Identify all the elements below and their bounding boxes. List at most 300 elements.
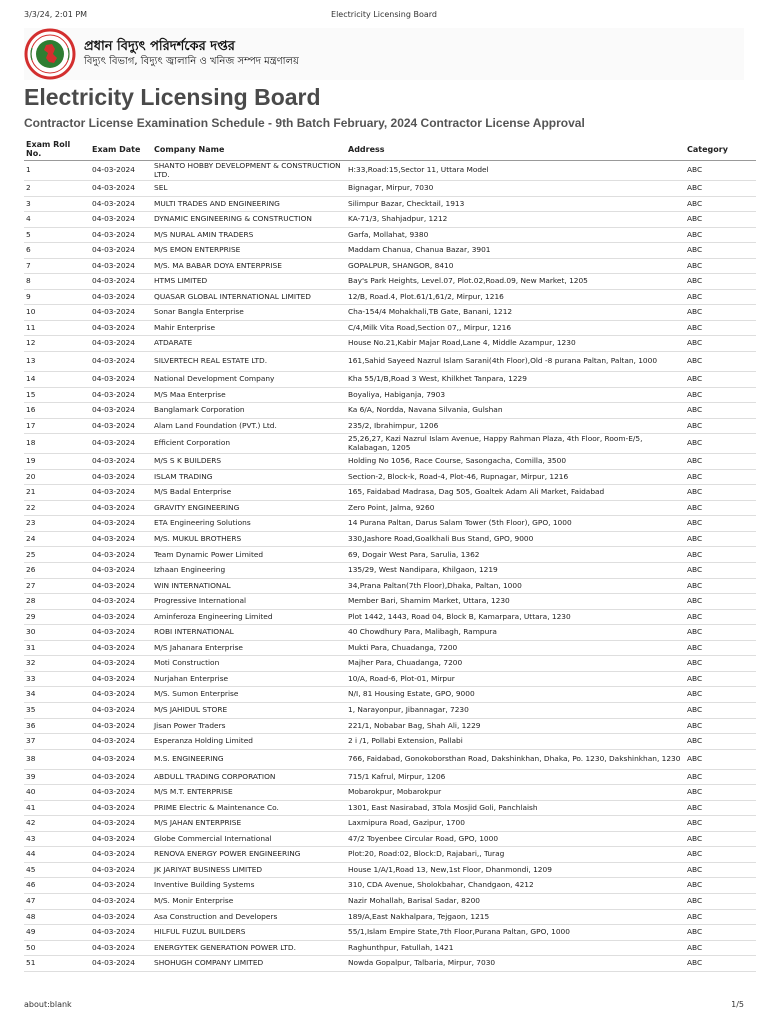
cell-category: ABC (685, 769, 756, 785)
cell-roll: 1 (24, 161, 90, 181)
cell-category: ABC (685, 500, 756, 516)
cell-category: ABC (685, 305, 756, 321)
cell-date: 04-03-2024 (90, 274, 152, 290)
cell-category: ABC (685, 640, 756, 656)
table-row (24, 485, 756, 501)
table-row (24, 181, 756, 197)
cell-company: QUASAR GLOBAL INTERNATIONAL LIMITED (152, 289, 346, 305)
cell-category: ABC (685, 702, 756, 718)
cell-date: 04-03-2024 (90, 734, 152, 750)
cell-category: ABC (685, 687, 756, 703)
cell-address: Bignagar, Mirpur, 7030 (346, 181, 685, 197)
cell-date: 04-03-2024 (90, 718, 152, 734)
table-row (24, 800, 756, 816)
cell-company: SEL (152, 181, 346, 197)
cell-address: Raghunthpur, Fatullah, 1421 (346, 940, 685, 956)
cell-address: House No.21,Kabir Majar Road,Lane 4, Middle Azampur, 1230 (346, 336, 685, 352)
exam-schedule-table (24, 138, 756, 972)
cell-company: Globe Commercial International (152, 831, 346, 847)
cell-roll: 16 (24, 403, 90, 419)
print-page-title: Electricity Licensing Board (331, 10, 437, 19)
cell-date: 04-03-2024 (90, 336, 152, 352)
cell-roll: 20 (24, 469, 90, 485)
print-url: about:blank (24, 1000, 72, 1009)
cell-roll: 8 (24, 274, 90, 290)
cell-address: KA-71/3, Shahjadpur, 1212 (346, 212, 685, 228)
cell-address: 1, Narayonpur, Jibannagar, 7230 (346, 702, 685, 718)
cell-date: 04-03-2024 (90, 161, 152, 181)
table-row (24, 161, 756, 181)
cell-category: ABC (685, 800, 756, 816)
cell-roll: 40 (24, 785, 90, 801)
cell-roll: 17 (24, 418, 90, 434)
cell-category: ABC (685, 734, 756, 750)
page-subtitle: Contractor License Examination Schedule - 9th Batch February, 2024 Contractor License Approval (24, 116, 585, 130)
cell-address: 55/1,Islam Empire State,7th Floor,Purana Paltan, GPO, 1000 (346, 925, 685, 941)
cell-date: 04-03-2024 (90, 196, 152, 212)
cell-address: 221/1, Nobabar Bag, Shah Ali, 1229 (346, 718, 685, 734)
cell-address: 34,Prana Paltan(7th Floor),Dhaka, Paltan, 1000 (346, 578, 685, 594)
table-row (24, 352, 756, 372)
cell-category: ABC (685, 878, 756, 894)
cell-date: 04-03-2024 (90, 956, 152, 972)
cell-roll: 24 (24, 531, 90, 547)
cell-company: M.S. ENGINEERING (152, 749, 346, 769)
cell-company: WIN INTERNATIONAL (152, 578, 346, 594)
cell-address: 47/2 Toyenbee Circular Road, GPO, 1000 (346, 831, 685, 847)
cell-category: ABC (685, 387, 756, 403)
cell-roll: 47 (24, 893, 90, 909)
cell-date: 04-03-2024 (90, 878, 152, 894)
cell-category: ABC (685, 320, 756, 336)
cell-roll: 51 (24, 956, 90, 972)
cell-category: ABC (685, 485, 756, 501)
cell-company: SHOHUGH COMPANY LIMITED (152, 956, 346, 972)
cell-date: 04-03-2024 (90, 181, 152, 197)
cell-date: 04-03-2024 (90, 485, 152, 501)
cell-roll: 21 (24, 485, 90, 501)
table-row (24, 500, 756, 516)
cell-address: Mukti Para, Chuadanga, 7200 (346, 640, 685, 656)
cell-date: 04-03-2024 (90, 687, 152, 703)
cell-roll: 36 (24, 718, 90, 734)
cell-company: SILVERTECH REAL ESTATE LTD. (152, 352, 346, 372)
cell-category: ABC (685, 925, 756, 941)
cell-category: ABC (685, 718, 756, 734)
table-row (24, 625, 756, 641)
table-row (24, 702, 756, 718)
cell-roll: 14 (24, 372, 90, 388)
cell-roll: 31 (24, 640, 90, 656)
cell-address: Mobarokpur, Mobarokpur (346, 785, 685, 801)
cell-category: ABC (685, 862, 756, 878)
print-header (24, 10, 744, 22)
cell-category: ABC (685, 418, 756, 434)
cell-date: 04-03-2024 (90, 940, 152, 956)
cell-roll: 42 (24, 816, 90, 832)
print-page-number: 1/5 (731, 1000, 744, 1009)
cell-roll: 38 (24, 749, 90, 769)
table-row (24, 454, 756, 470)
cell-date: 04-03-2024 (90, 531, 152, 547)
cell-address: 1301, East Nasirabad, 3Tola Mosjid Goli, Panchlaish (346, 800, 685, 816)
cell-date: 04-03-2024 (90, 289, 152, 305)
table-row (24, 418, 756, 434)
cell-company: M/S. MUKUL BROTHERS (152, 531, 346, 547)
cell-roll: 12 (24, 336, 90, 352)
table-row (24, 320, 756, 336)
cell-date: 04-03-2024 (90, 625, 152, 641)
cell-address: C/4,Milk Vita Road,Section 07,, Mirpur, 1216 (346, 320, 685, 336)
table-row (24, 516, 756, 532)
cell-address: 2 i /1, Pollabi Extension, Pallabi (346, 734, 685, 750)
cell-date: 04-03-2024 (90, 352, 152, 372)
cell-roll: 33 (24, 671, 90, 687)
cell-address: 189/A,East Nakhalpara, Tejgaon, 1215 (346, 909, 685, 925)
cell-address: 161,Sahid Sayeed Nazrul Islam Sarani(4th Floor),Old -8 purana Paltan, Paltan, 1000 (346, 352, 685, 372)
table-row (24, 274, 756, 290)
cell-company: M/S JAHIDUL STORE (152, 702, 346, 718)
cell-date: 04-03-2024 (90, 547, 152, 563)
government-seal-icon (24, 28, 76, 80)
cell-address: 10/A, Road-6, Plot-01, Mirpur (346, 671, 685, 687)
cell-date: 04-03-2024 (90, 893, 152, 909)
cell-company: Mahir Enterprise (152, 320, 346, 336)
cell-address: Member Bari, Shamim Market, Uttara, 1230 (346, 594, 685, 610)
header-address: Address (346, 138, 685, 161)
cell-address: Boyaliya, Habiganja, 7903 (346, 387, 685, 403)
cell-company: Alam Land Foundation (PVT.) Ltd. (152, 418, 346, 434)
cell-company: M/S. MA BABAR DOYA ENTERPRISE (152, 258, 346, 274)
cell-category: ABC (685, 531, 756, 547)
table-row (24, 403, 756, 419)
cell-roll: 35 (24, 702, 90, 718)
cell-category: ABC (685, 785, 756, 801)
table-row (24, 609, 756, 625)
cell-company: Efficient Corporation (152, 434, 346, 454)
cell-company: DYNAMIC ENGINEERING & CONSTRUCTION (152, 212, 346, 228)
cell-address: Laxmipura Road, Gazipur, 1700 (346, 816, 685, 832)
cell-roll: 29 (24, 609, 90, 625)
table-row (24, 289, 756, 305)
cell-date: 04-03-2024 (90, 418, 152, 434)
cell-date: 04-03-2024 (90, 594, 152, 610)
cell-roll: 15 (24, 387, 90, 403)
cell-company: SHANTO HOBBY DEVELOPMENT & CONSTRUCTION LTD. (152, 161, 346, 181)
cell-company: PRIME Electric & Maintenance Co. (152, 800, 346, 816)
cell-date: 04-03-2024 (90, 227, 152, 243)
cell-company: Asa Construction and Developers (152, 909, 346, 925)
cell-date: 04-03-2024 (90, 305, 152, 321)
cell-roll: 25 (24, 547, 90, 563)
cell-date: 04-03-2024 (90, 469, 152, 485)
cell-roll: 50 (24, 940, 90, 956)
cell-address: 14 Purana Paltan, Darus Salam Tower (5th Floor), GPO, 1000 (346, 516, 685, 532)
cell-category: ABC (685, 956, 756, 972)
cell-date: 04-03-2024 (90, 656, 152, 672)
table-row (24, 372, 756, 388)
cell-roll: 41 (24, 800, 90, 816)
cell-address: Majher Para, Chuadanga, 7200 (346, 656, 685, 672)
cell-company: Aminferoza Engineering Limited (152, 609, 346, 625)
cell-date: 04-03-2024 (90, 847, 152, 863)
cell-company: M/S Badal Enterprise (152, 485, 346, 501)
page-title: Electricity Licensing Board (24, 84, 321, 110)
cell-roll: 22 (24, 500, 90, 516)
cell-address: Section-2, Block-k, Road-4, Plot-46, Rupnagar, Mirpur, 1216 (346, 469, 685, 485)
cell-address: 330,Jashore Road,Goalkhali Bus Stand, GPO, 9000 (346, 531, 685, 547)
cell-roll: 13 (24, 352, 90, 372)
header-roll: Exam Roll No. (24, 138, 90, 161)
cell-roll: 28 (24, 594, 90, 610)
cell-roll: 10 (24, 305, 90, 321)
cell-category: ABC (685, 372, 756, 388)
cell-company: ATDARATE (152, 336, 346, 352)
cell-company: HTMS LIMITED (152, 274, 346, 290)
cell-category: ABC (685, 454, 756, 470)
cell-category: ABC (685, 434, 756, 454)
cell-category: ABC (685, 289, 756, 305)
cell-category: ABC (685, 563, 756, 579)
cell-company: M/S Maa Enterprise (152, 387, 346, 403)
cell-date: 04-03-2024 (90, 831, 152, 847)
cell-address: 40 Chowdhury Para, Malibagh, Rampura (346, 625, 685, 641)
cell-address: Silimpur Bazar, Checktail, 1913 (346, 196, 685, 212)
table-row (24, 734, 756, 750)
print-datetime: 3/3/24, 2:01 PM (24, 10, 88, 19)
cell-company: ROBI INTERNATIONAL (152, 625, 346, 641)
cell-address: 235/2, Ibrahimpur, 1206 (346, 418, 685, 434)
cell-address: 135/29, West Nandipara, Khilgaon, 1219 (346, 563, 685, 579)
cell-date: 04-03-2024 (90, 749, 152, 769)
cell-category: ABC (685, 181, 756, 197)
table-row (24, 847, 756, 863)
cell-date: 04-03-2024 (90, 785, 152, 801)
cell-roll: 32 (24, 656, 90, 672)
table-row (24, 909, 756, 925)
cell-company: M/S S K BUILDERS (152, 454, 346, 470)
cell-company: JK JARIYAT BUSINESS LIMITED (152, 862, 346, 878)
cell-roll: 23 (24, 516, 90, 532)
cell-roll: 48 (24, 909, 90, 925)
table-row (24, 531, 756, 547)
table-row (24, 336, 756, 352)
table-row (24, 831, 756, 847)
cell-company: National Development Company (152, 372, 346, 388)
cell-address: Cha-154/4 Mohakhali,TB Gate, Banani, 1212 (346, 305, 685, 321)
cell-roll: 30 (24, 625, 90, 641)
cell-date: 04-03-2024 (90, 403, 152, 419)
cell-category: ABC (685, 161, 756, 181)
cell-date: 04-03-2024 (90, 454, 152, 470)
table-row (24, 656, 756, 672)
cell-address: H:33,Road:15,Sector 11, Uttara Model (346, 161, 685, 181)
cell-roll: 27 (24, 578, 90, 594)
cell-category: ABC (685, 578, 756, 594)
ministry-name: বিদ্যুৎ বিভাগ, বিদ্যুৎ জ্বালানি ও খনিজ সম্পদ মন্ত্রণালয় (84, 56, 299, 67)
cell-company: Izhaan Engineering (152, 563, 346, 579)
cell-date: 04-03-2024 (90, 671, 152, 687)
cell-address: Nowda Gopalpur, Talbaria, Mirpur, 7030 (346, 956, 685, 972)
cell-date: 04-03-2024 (90, 909, 152, 925)
cell-roll: 7 (24, 258, 90, 274)
cell-company: Banglamark Corporation (152, 403, 346, 419)
cell-company: HILFUL FUZUL BUILDERS (152, 925, 346, 941)
cell-category: ABC (685, 749, 756, 769)
cell-date: 04-03-2024 (90, 243, 152, 259)
cell-roll: 11 (24, 320, 90, 336)
cell-roll: 46 (24, 878, 90, 894)
cell-category: ABC (685, 940, 756, 956)
cell-roll: 44 (24, 847, 90, 863)
cell-company: ENERGYTEK GENERATION POWER LTD. (152, 940, 346, 956)
cell-roll: 26 (24, 563, 90, 579)
cell-date: 04-03-2024 (90, 434, 152, 454)
cell-address: 12/B, Road.4, Plot.61/1,61/2, Mirpur, 1216 (346, 289, 685, 305)
cell-date: 04-03-2024 (90, 387, 152, 403)
cell-date: 04-03-2024 (90, 258, 152, 274)
table-row (24, 893, 756, 909)
cell-address: Bay's Park Heights, Level.07, Plot.02,Road.09, New Market, 1205 (346, 274, 685, 290)
cell-category: ABC (685, 547, 756, 563)
cell-address: Plot 1442, 1443, Road 04, Block B, Kamarpara, Uttara, 1230 (346, 609, 685, 625)
cell-date: 04-03-2024 (90, 609, 152, 625)
cell-company: M/S. Monir Enterprise (152, 893, 346, 909)
cell-roll: 6 (24, 243, 90, 259)
header-category: Category (685, 138, 756, 161)
cell-company: M/S NURAL AMIN TRADERS (152, 227, 346, 243)
cell-company: Team Dynamic Power Limited (152, 547, 346, 563)
cell-category: ABC (685, 816, 756, 832)
cell-category: ABC (685, 671, 756, 687)
cell-address: 69, Dogair West Para, Sarulia, 1362 (346, 547, 685, 563)
header-date: Exam Date (90, 138, 152, 161)
cell-roll: 49 (24, 925, 90, 941)
cell-category: ABC (685, 893, 756, 909)
cell-company: GRAVITY ENGINEERING (152, 500, 346, 516)
header-company: Company Name (152, 138, 346, 161)
table-header-row (24, 138, 756, 161)
cell-roll: 18 (24, 434, 90, 454)
cell-roll: 45 (24, 862, 90, 878)
cell-company: Esperanza Holding Limited (152, 734, 346, 750)
cell-company: Progressive International (152, 594, 346, 610)
cell-company: ISLAM TRADING (152, 469, 346, 485)
cell-address: Garfa, Mollahat, 9380 (346, 227, 685, 243)
cell-category: ABC (685, 336, 756, 352)
cell-category: ABC (685, 274, 756, 290)
table-row (24, 862, 756, 878)
table-row (24, 878, 756, 894)
cell-company: M/S Jahanara Enterprise (152, 640, 346, 656)
cell-date: 04-03-2024 (90, 563, 152, 579)
cell-address: Ka 6/A, Nordda, Navana Silvania, Gulshan (346, 403, 685, 419)
table-row (24, 243, 756, 259)
cell-address: 715/1 Kafrul, Mirpur, 1206 (346, 769, 685, 785)
table-row (24, 212, 756, 228)
cell-address: 165, Faidabad Madrasa, Dag 505, Goaltek Adam Ali Market, Faidabad (346, 485, 685, 501)
cell-roll: 37 (24, 734, 90, 750)
table-row (24, 563, 756, 579)
cell-date: 04-03-2024 (90, 516, 152, 532)
table-row (24, 925, 756, 941)
cell-company: ABDULL TRADING CORPORATION (152, 769, 346, 785)
table-row (24, 769, 756, 785)
table-row (24, 547, 756, 563)
table-row (24, 387, 756, 403)
cell-category: ABC (685, 831, 756, 847)
cell-category: ABC (685, 656, 756, 672)
cell-company: Jisan Power Traders (152, 718, 346, 734)
print-footer (24, 1000, 744, 1012)
cell-company: Inventive Building Systems (152, 878, 346, 894)
cell-category: ABC (685, 469, 756, 485)
cell-roll: 3 (24, 196, 90, 212)
cell-category: ABC (685, 609, 756, 625)
cell-address: Holding No 1056, Race Course, Sasongacha, Comilla, 3500 (346, 454, 685, 470)
cell-address: 310, CDA Avenue, Sholokbahar, Chandgaon, 4212 (346, 878, 685, 894)
cell-category: ABC (685, 516, 756, 532)
cell-category: ABC (685, 909, 756, 925)
table-row (24, 718, 756, 734)
cell-address: 766, Faidabad, Gonokoborsthan Road, Dakshinkhan, Dhaka, Po. 1230, Dakshinkhan, 1230 (346, 749, 685, 769)
table-row (24, 640, 756, 656)
table-row (24, 816, 756, 832)
cell-company: M/S JAHAN ENTERPRISE (152, 816, 346, 832)
cell-company: RENOVA ENERGY POWER ENGINEERING (152, 847, 346, 863)
cell-date: 04-03-2024 (90, 640, 152, 656)
table-row (24, 594, 756, 610)
cell-company: MULTI TRADES AND ENGINEERING (152, 196, 346, 212)
cell-company: Moti Construction (152, 656, 346, 672)
cell-address: Kha 55/1/B,Road 3 West, Khilkhet Tanpara, 1229 (346, 372, 685, 388)
cell-company: Nurjahan Enterprise (152, 671, 346, 687)
cell-company: ETA Engineering Solutions (152, 516, 346, 532)
cell-address: N/I, 81 Housing Estate, GPO, 9000 (346, 687, 685, 703)
cell-roll: 9 (24, 289, 90, 305)
cell-roll: 43 (24, 831, 90, 847)
cell-date: 04-03-2024 (90, 816, 152, 832)
cell-address: GOPALPUR, SHANGOR, 8410 (346, 258, 685, 274)
table-row (24, 940, 756, 956)
cell-roll: 2 (24, 181, 90, 197)
cell-category: ABC (685, 196, 756, 212)
table-row (24, 305, 756, 321)
cell-category: ABC (685, 258, 756, 274)
government-banner (24, 28, 744, 80)
table-row (24, 578, 756, 594)
cell-category: ABC (685, 227, 756, 243)
office-name: প্রধান বিদ্যুৎ পরিদর্শকের দপ্তর (84, 39, 235, 54)
cell-date: 04-03-2024 (90, 320, 152, 336)
cell-date: 04-03-2024 (90, 702, 152, 718)
cell-roll: 4 (24, 212, 90, 228)
cell-company: M/S EMON ENTERPRISE (152, 243, 346, 259)
table-body (24, 161, 756, 972)
cell-address: Plot:20, Road:02, Block:D, Rajabari,, Turag (346, 847, 685, 863)
cell-date: 04-03-2024 (90, 862, 152, 878)
cell-date: 04-03-2024 (90, 372, 152, 388)
cell-roll: 39 (24, 769, 90, 785)
cell-category: ABC (685, 594, 756, 610)
cell-category: ABC (685, 243, 756, 259)
cell-address: House 1/A/1,Road 13, New,1st Floor, Dhanmondi, 1209 (346, 862, 685, 878)
cell-date: 04-03-2024 (90, 500, 152, 516)
cell-category: ABC (685, 212, 756, 228)
cell-address: 25,26,27, Kazi Nazrul Islam Avenue, Happy Rahman Plaza, 4th Floor, Room-E/5, Kalabagan, 1205 (346, 434, 685, 454)
cell-date: 04-03-2024 (90, 578, 152, 594)
table-row (24, 258, 756, 274)
